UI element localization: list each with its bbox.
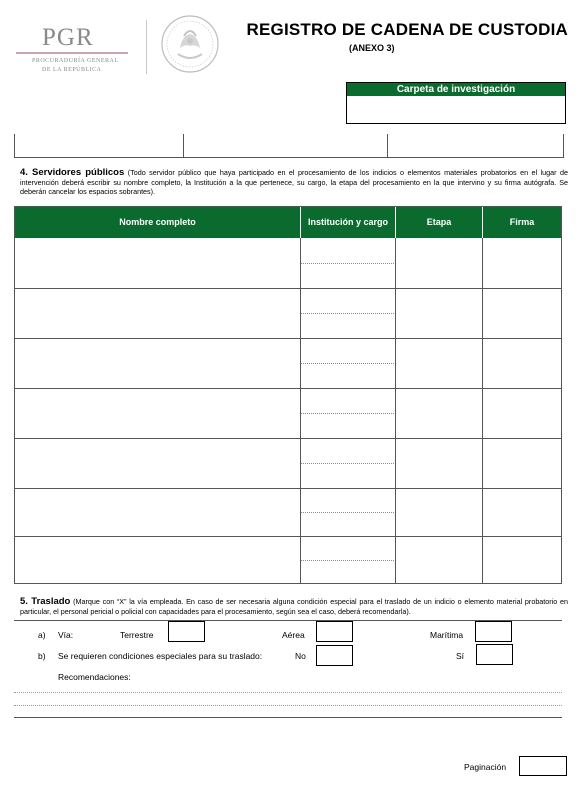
maritima-checkbox[interactable] (475, 621, 512, 642)
table-header (15, 207, 561, 238)
column-line (482, 238, 483, 583)
row-separator (15, 288, 561, 289)
row-separator (15, 338, 561, 339)
logo-line1: PROCURADURÍA GENERAL (32, 58, 119, 64)
institucion-cargo-divider (301, 413, 394, 414)
carpeta-label: Carpeta de investigación (347, 83, 565, 96)
terrestre-checkbox[interactable] (168, 621, 205, 642)
condiciones-label: Se requieren condiciones especiales para su traslado: (58, 651, 263, 661)
institucion-cargo-divider (301, 363, 394, 364)
column-line (395, 238, 396, 583)
institucion-cargo-divider (301, 313, 394, 314)
carpeta-field[interactable] (347, 96, 565, 123)
recomendaciones-label: Recomendaciones: (58, 672, 131, 682)
si-label: Sí (456, 651, 465, 661)
item-b-letter: b) (38, 651, 46, 661)
row-separator (15, 536, 561, 537)
si-checkbox[interactable] (476, 644, 513, 665)
section4-intro (20, 168, 568, 197)
no-checkbox[interactable] (316, 645, 353, 666)
recomendaciones-line (14, 692, 562, 693)
col-header-institucion: Institución y cargo (307, 217, 388, 227)
column-line (300, 238, 301, 583)
row-separator (15, 488, 561, 489)
logo-rule (16, 52, 128, 54)
item-a-letter: a) (38, 630, 46, 640)
via-label: Vía: (58, 630, 74, 640)
maritima-label: Marítima (430, 630, 464, 640)
aerea-checkbox[interactable] (316, 621, 353, 642)
col-header-nombre: Nombre completo (119, 217, 196, 227)
previous-section-strip (14, 134, 564, 158)
servidores-table (14, 206, 562, 584)
logo-acronym: PGR (42, 24, 94, 51)
section4-heading: 4. Servidores públicos (20, 167, 125, 178)
national-seal-icon (160, 14, 220, 74)
paginacion-label: Paginación (464, 762, 507, 772)
logo-line2: DE LA REPÚBLICA (42, 67, 102, 73)
paginacion-field[interactable] (519, 756, 567, 776)
institucion-cargo-divider (301, 560, 394, 561)
section4-instructions: (Todo servidor público que haya participado en el procesamiento de los indicios o elementos materiales probatorios en el lugar de intervención deberá escribir su nombre completo, la Institución a la que pertenece, su cargo, la etapa del procesamiento en la que intervino y su firma autógrafa. Se deberán cancelar los espacios sobrantes). (20, 168, 568, 196)
traslado-box (14, 620, 562, 718)
document-title: REGISTRO DE CADENA DE CUSTODIA (246, 20, 568, 39)
pgr-logo (14, 22, 132, 78)
document-annex: (ANEXO 3) (349, 43, 395, 53)
recomendaciones-line (14, 705, 562, 706)
institucion-cargo-divider (301, 263, 394, 264)
strip-divider (387, 134, 388, 158)
no-label: No (295, 651, 306, 661)
section5-instructions: (Marque con “X” la vía empleada. En caso de ser necesaria alguna condición especial para el traslado de un indicio o elemento material probatorio en particular, el personal pericial o policial con capacidades para el procesamiento, según sea el caso, deberá recomendarla). (20, 597, 569, 616)
col-header-firma: Firma (509, 217, 535, 227)
recomendaciones-field[interactable] (14, 685, 562, 717)
institucion-cargo-divider (301, 463, 394, 464)
section5-intro (20, 597, 568, 616)
aerea-label: Aérea (282, 630, 305, 640)
strip-divider (183, 134, 184, 158)
row-separator (15, 388, 561, 389)
institucion-cargo-divider (301, 512, 394, 513)
terrestre-label: Terrestre (120, 630, 154, 640)
carpeta-box (346, 82, 566, 124)
section5-heading: 5. Traslado (20, 596, 71, 607)
col-header-etapa: Etapa (426, 217, 452, 227)
row-separator (15, 438, 561, 439)
logo-divider (146, 20, 147, 74)
